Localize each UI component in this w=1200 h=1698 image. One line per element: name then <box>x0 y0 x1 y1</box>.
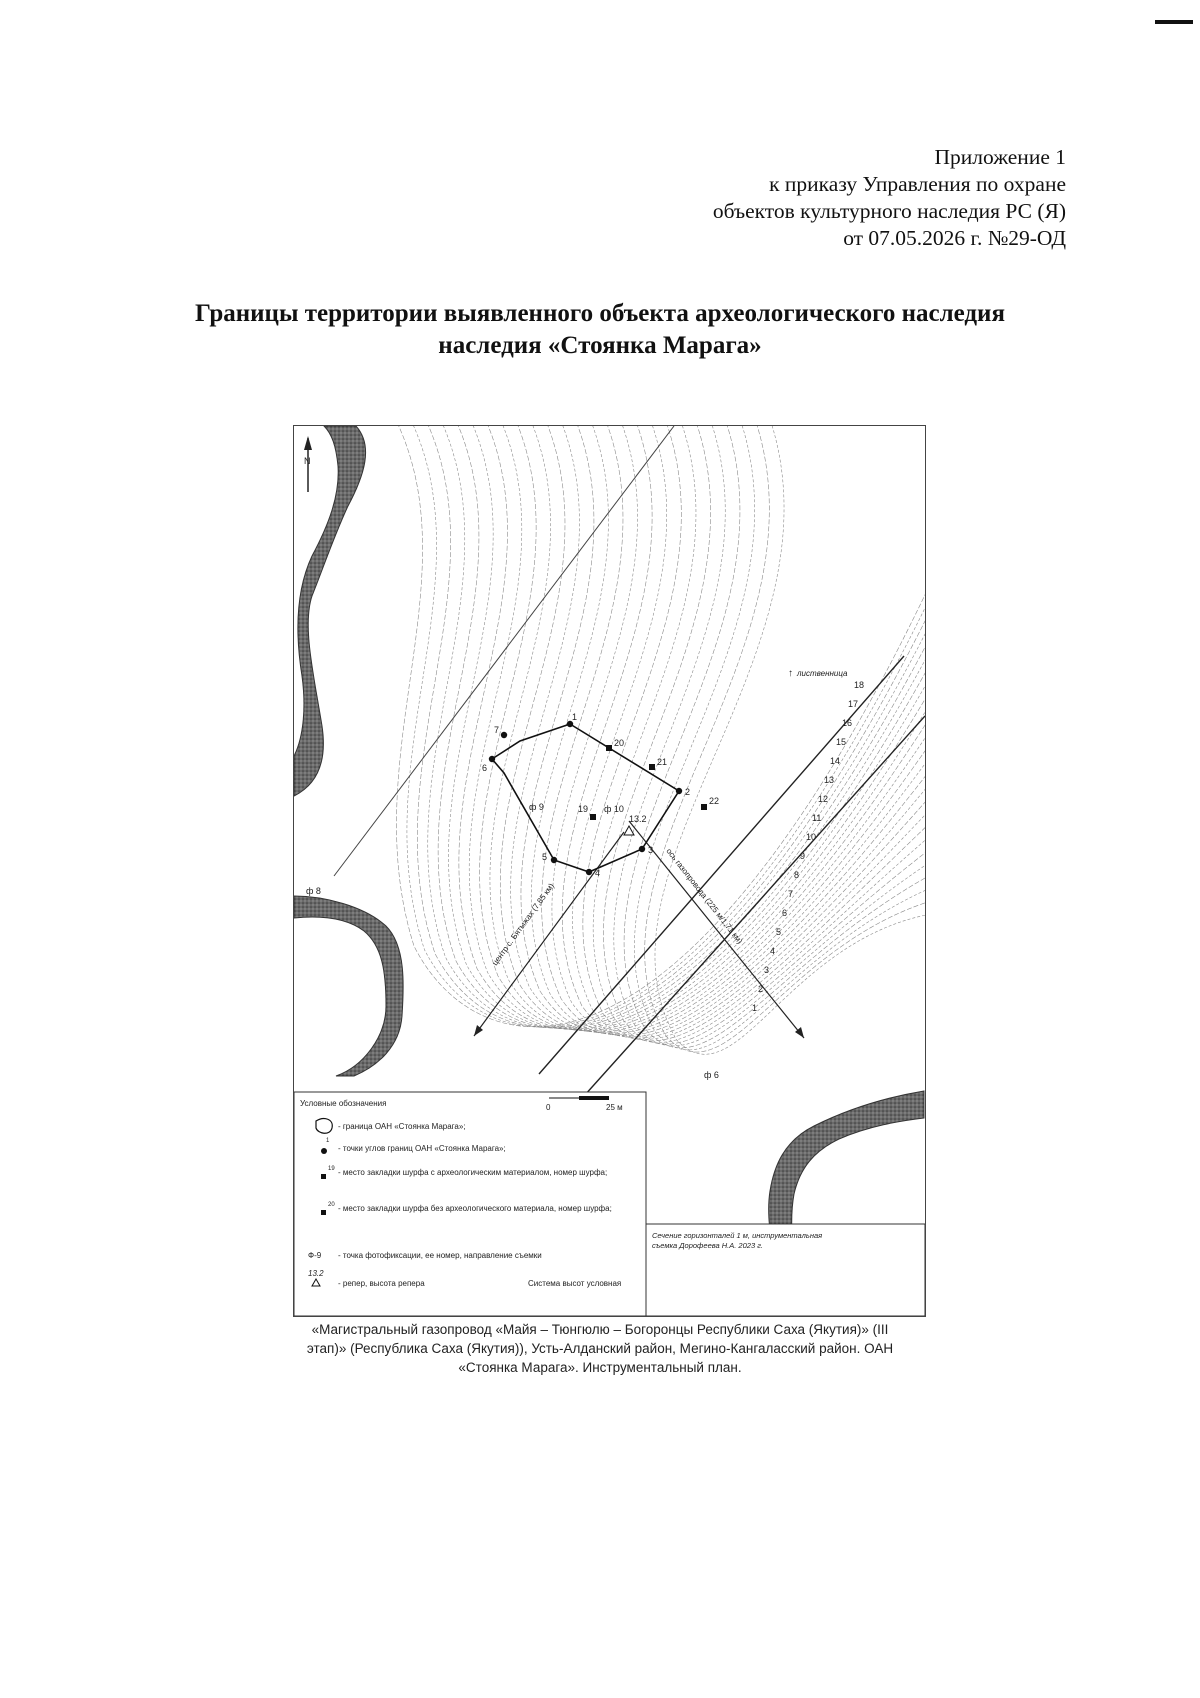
contour-line <box>634 426 925 1050</box>
legend-photo: - точка фотофиксации, ее номер, направление съемки <box>338 1251 542 1260</box>
photo-point-label: ф 8 <box>306 886 321 896</box>
direction-label-2: ось газопровода (225 м/1,71 км) <box>664 846 745 946</box>
site-plan-map <box>293 425 926 1317</box>
river-left-upper <box>294 426 366 796</box>
legend-system-note: Система высот условная <box>528 1279 622 1288</box>
title-line-1: Границы территории выявленного объекта археологического наследия <box>195 300 1005 327</box>
appendix-line-4: от 07.05.2026 г. №29-ОД <box>843 226 1066 250</box>
north-arrow <box>304 436 312 492</box>
pits <box>578 738 719 820</box>
header-dash <box>1155 20 1193 24</box>
contour-line <box>655 426 925 1054</box>
pit-legend-icon <box>321 1174 326 1179</box>
contour-label: 4 <box>770 946 776 956</box>
contour-label: 12 <box>818 794 829 804</box>
contour-label: 14 <box>830 756 841 766</box>
boundary-point <box>551 857 557 863</box>
contour-line <box>469 426 925 1030</box>
contour-line <box>511 426 925 1033</box>
boundary-point-label: 1 <box>572 712 578 722</box>
boundary-point <box>676 788 682 794</box>
direction-label-1: центр с. Бятыжах (7,85 км) <box>490 881 556 968</box>
contour-label: 2 <box>758 984 764 994</box>
contour-label: 5 <box>776 927 782 937</box>
benchmark-label: 13.2 <box>629 814 647 824</box>
legend-pit-without-wrap <box>338 1204 638 1230</box>
legend-bench-mark: 13.2 <box>308 1269 324 1278</box>
contour-line <box>593 426 925 1042</box>
appendix-line-1: Приложение 1 <box>934 145 1066 169</box>
boundary-point <box>501 732 507 738</box>
title-line-2: наследия «Стоянка Марага» <box>438 332 762 359</box>
scale-end: 25 м <box>606 1103 623 1112</box>
pit-marker <box>606 745 612 751</box>
pit-marker <box>701 804 707 810</box>
appendix-block <box>713 144 1066 252</box>
legend-pit-with-wrap <box>338 1168 638 1194</box>
legend-heading: Условные обозначения <box>300 1099 387 1108</box>
pit-marker <box>590 814 596 820</box>
pit-empty-legend-icon <box>321 1210 326 1215</box>
legend-photo-mark: Ф-9 <box>308 1251 322 1260</box>
north-label: N <box>304 456 311 466</box>
contour-label: 7 <box>788 889 794 899</box>
contour-line <box>480 426 925 1031</box>
legend-pit-without: - место закладки шурфа без археологического материала, номер шурфа; <box>338 1204 612 1213</box>
legend-pit-mark: 19 <box>328 1166 335 1172</box>
contour-label: 1 <box>752 1003 758 1013</box>
contour-label: 16 <box>842 718 853 728</box>
feature-label: лиственница <box>797 669 848 678</box>
contour-line <box>542 426 925 1036</box>
benchmark-icon <box>624 826 634 835</box>
contour-line <box>573 426 925 1039</box>
contour-line <box>552 426 925 1037</box>
contour-label: 17 <box>848 699 859 709</box>
pit-label: 22 <box>709 796 720 806</box>
boundary-point <box>639 846 645 852</box>
legend-point-mark: 1 <box>326 1138 330 1144</box>
boundary-point-label: 4 <box>595 868 601 878</box>
contour-label: 11 <box>812 813 822 823</box>
survey-note-2: съемка Дорофеева Н.А. 2023 г. <box>652 1241 763 1250</box>
contour-line <box>645 426 925 1052</box>
direction-arrow-1 <box>474 832 624 1036</box>
survey-note-1: Сечение горизонталей 1 м, инструментальная <box>652 1231 823 1240</box>
pipeline-line-2 <box>584 716 925 1096</box>
contour-line <box>603 426 925 1044</box>
legend-bench: - репер, высота репера <box>338 1279 425 1288</box>
map-caption: «Магистральный газопровод «Майя – Тюнгюлю – Богоронцы Республики Саха (Якутия)» (III этап)» (Республика Саха (Якутия)), Усть-Алданский район, Мегино-Кангаласский район. ОАН «Стоянка Марага». Инструментальный план. <box>306 1322 894 1375</box>
appendix-line-3: объектов культурного наследия РС (Я) <box>712 199 1066 223</box>
boundary-point <box>586 869 592 875</box>
map-canvas <box>294 426 925 1316</box>
photo-point-label: ф 10 <box>604 804 624 814</box>
contour-label: 10 <box>806 832 817 842</box>
boundary-point-label: 3 <box>648 845 654 855</box>
contour-line <box>521 426 925 1034</box>
contour-label: 18 <box>854 680 865 690</box>
boundary-point <box>489 756 495 762</box>
contour-line <box>583 426 925 1041</box>
contour-label: 15 <box>836 737 847 747</box>
direction-arrow-1-head <box>474 1025 483 1036</box>
point-legend-icon <box>321 1148 327 1154</box>
legend-points: - точки углов границ ОАН «Стоянка Марага»; <box>338 1144 506 1153</box>
boundary-point-label: 2 <box>685 787 691 797</box>
pit-marker <box>649 764 655 770</box>
scale-zero: 0 <box>546 1103 551 1112</box>
appendix-line-2: к приказу Управления по охране <box>769 172 1066 196</box>
pit-label: 21 <box>657 757 668 767</box>
page-title <box>100 298 1100 362</box>
contour-label: 9 <box>800 851 806 861</box>
legend-boundary: - граница ОАН «Стоянка Марага»; <box>338 1122 466 1131</box>
contour-label: 6 <box>782 908 788 918</box>
tree-icon: ↑ <box>788 668 793 679</box>
photo-point-label: ф 9 <box>529 802 544 812</box>
scale-bar-fill <box>579 1096 609 1100</box>
boundary-point-label: 6 <box>482 763 488 773</box>
legend-pit-with: - место закладки шурфа с археологическим материалом, номер шурфа; <box>338 1168 608 1177</box>
contour-line <box>562 426 925 1038</box>
pit-label: 20 <box>614 738 625 748</box>
boundary-point-label: 5 <box>542 852 548 862</box>
contour-label: 3 <box>764 965 770 975</box>
contour-label: 13 <box>824 775 835 785</box>
photo-point-label: ф 6 <box>704 1070 719 1080</box>
contour-label: 8 <box>794 870 800 880</box>
boundary-point-label: 7 <box>494 725 500 735</box>
river-left-lower <box>294 896 403 1076</box>
pit-label: 19 <box>578 804 589 814</box>
legend-pit-mark-2: 20 <box>328 1202 335 1208</box>
